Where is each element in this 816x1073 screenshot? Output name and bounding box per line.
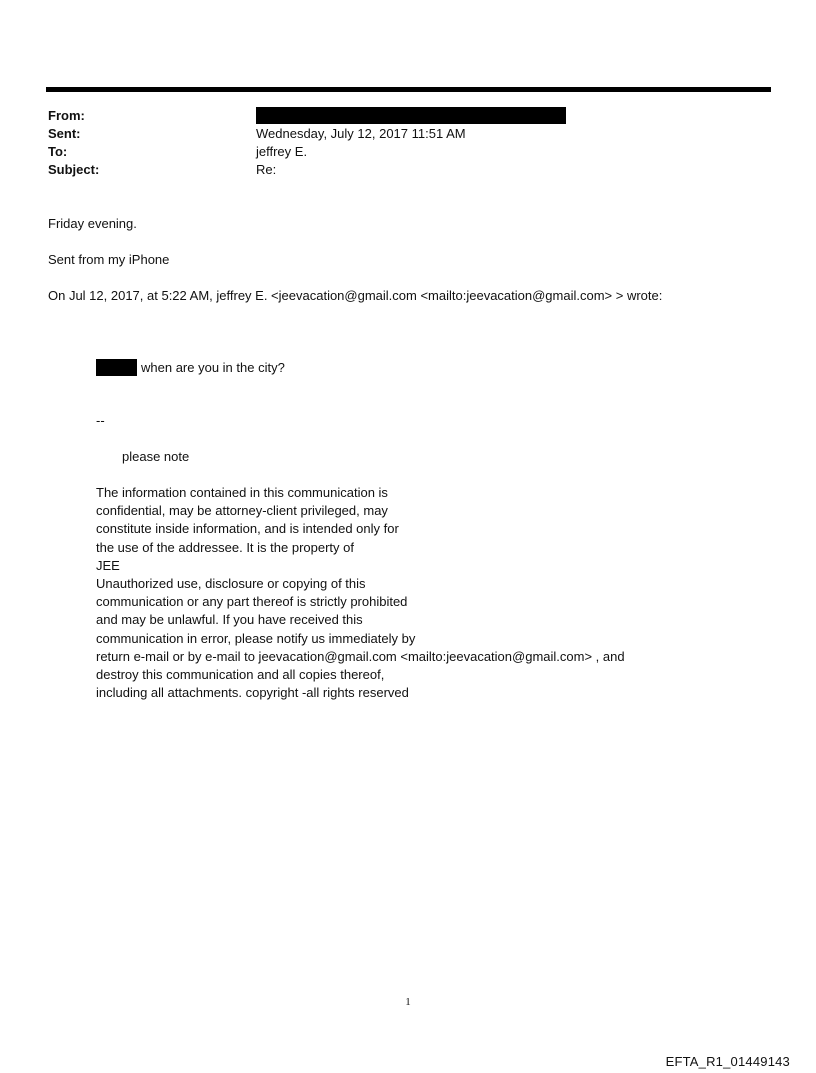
- disclaimer-line: JEE: [96, 557, 120, 573]
- page-number: 1: [405, 996, 411, 1008]
- disclaimer-line: including all attachments. copyright -all rights reserved: [96, 685, 409, 701]
- disclaimer-line: constitute inside information, and is intended only for: [96, 521, 399, 537]
- disclaimer-line: return e-mail or by e-mail to jeevacation@gmail.com <mailto:jeevacation@gmail.com> , and: [96, 648, 625, 664]
- disclaimer-line: communication in error, please notify us immediately by: [96, 630, 416, 646]
- sent-label: Sent:: [48, 126, 81, 141]
- quoted-message: when are you in the city?: [141, 360, 285, 375]
- body-line-sent-from: Sent from my iPhone: [48, 252, 170, 267]
- disclaimer-line: Unauthorized use, disclosure or copying of this: [96, 576, 366, 592]
- please-note: please note: [122, 449, 190, 464]
- disclaimer-line: confidential, may be attorney-client privileged, may: [96, 503, 388, 519]
- disclaimer-line: destroy this communication and all copies thereof,: [96, 667, 385, 683]
- to-label: To:: [48, 144, 68, 159]
- subject-value: Re:: [256, 162, 277, 177]
- header-rule: [46, 87, 771, 92]
- body-line-friday: Friday evening.: [48, 216, 137, 231]
- name-redaction: [96, 359, 137, 376]
- quote-intro: On Jul 12, 2017, at 5:22 AM, jeffrey E. <jeevacation@gmail.com <mailto:jeevacation@gmail.com> > wrote:: [48, 288, 663, 303]
- disclaimer-line: The information contained in this communication is: [96, 485, 388, 500]
- disclaimer-line: the use of the addressee. It is the property of: [96, 539, 354, 555]
- disclaimer-line: and may be unlawful. If you have received this: [96, 612, 363, 628]
- disclaimer: [96, 484, 625, 702]
- sent-value: Wednesday, July 12, 2017 11:51 AM: [256, 126, 466, 141]
- bates-number: EFTA_R1_01449143: [665, 1054, 790, 1069]
- subject-label: Subject:: [48, 162, 100, 177]
- to-value: jeffrey E.: [256, 144, 308, 159]
- from-label: From:: [48, 108, 85, 123]
- signature-separator: --: [96, 413, 105, 428]
- from-redaction: [256, 107, 566, 124]
- disclaimer-line: communication or any part thereof is strictly prohibited: [96, 594, 408, 610]
